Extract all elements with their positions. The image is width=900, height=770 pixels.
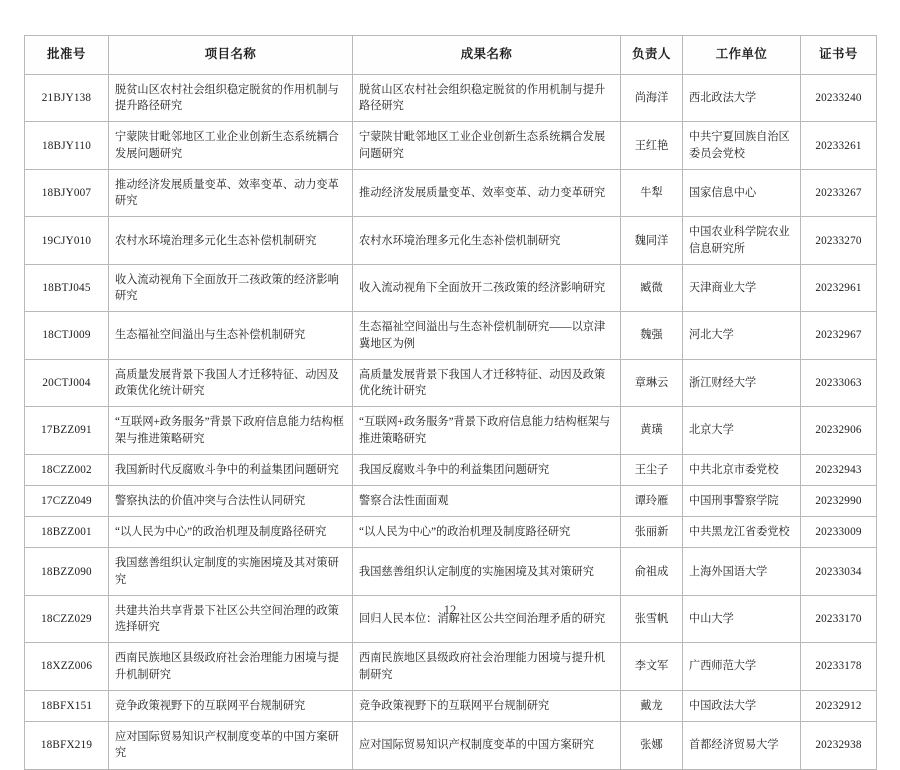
cell-certificate-number: 20232912 [801,690,877,721]
cell-work-unit: 中国农业科学院农业信息研究所 [683,217,801,264]
cell-project-name: 我国慈善组织认定制度的实施困境及其对策研究 [109,548,353,595]
cell-result-name: 收入流动视角下全面放开二孩政策的经济影响研究 [353,264,621,311]
cell-leader: 章琳云 [621,359,683,406]
table-row [25,407,877,454]
cell-work-unit: 浙江财经大学 [683,359,801,406]
cell-leader: 魏同洋 [621,217,683,264]
cell-certificate-number: 20232961 [801,264,877,311]
cell-result-name: 生态福祉空间溢出与生态补偿机制研究——以京津冀地区为例 [353,312,621,359]
cell-work-unit: 广西师范大学 [683,643,801,690]
cell-project-name: 应对国际贸易知识产权制度变革的中国方案研究 [109,722,353,769]
cell-approval-number: 19CJY010 [25,217,109,264]
cell-work-unit: 中共宁夏回族自治区委员会党校 [683,122,801,169]
cell-approval-number: 18CZZ029 [25,595,109,642]
cell-work-unit: 天津商业大学 [683,264,801,311]
cell-work-unit: 中共黑龙江省委党校 [683,517,801,548]
table-body [25,74,877,769]
cell-certificate-number: 20232943 [801,454,877,485]
table-header-row [25,36,877,75]
table-row [25,454,877,485]
cell-certificate-number: 20233063 [801,359,877,406]
cell-project-name: 我国新时代反腐败斗争中的利益集团问题研究 [109,454,353,485]
cell-approval-number: 18BJY110 [25,122,109,169]
cell-project-name: 高质量发展背景下我国人才迁移特征、动因及政策优化统计研究 [109,359,353,406]
page-number: 12 [443,603,457,617]
cell-leader: 黄璜 [621,407,683,454]
cell-project-name: 警察执法的价值冲突与合法性认同研究 [109,485,353,516]
cell-result-name: 回归人民本位：消解社区公共空间治理矛盾的研究 [353,595,621,642]
cell-approval-number: 18CTJ009 [25,312,109,359]
cell-result-name: 应对国际贸易知识产权制度变革的中国方案研究 [353,722,621,769]
cell-leader: 魏强 [621,312,683,359]
column-header-certificate-number: 证书号 [801,36,877,75]
cell-certificate-number: 20233270 [801,217,877,264]
cell-approval-number: 18BTJ045 [25,264,109,311]
cell-work-unit: 中国政法大学 [683,690,801,721]
table-row [25,359,877,406]
column-header-work-unit: 工作单位 [683,36,801,75]
cell-certificate-number: 20233240 [801,74,877,121]
cell-approval-number: 18CZZ002 [25,454,109,485]
cell-leader: 王红艳 [621,122,683,169]
cell-work-unit: 中共北京市委党校 [683,454,801,485]
column-header-leader: 负责人 [621,36,683,75]
cell-approval-number: 17CZZ049 [25,485,109,516]
cell-result-name: 竞争政策视野下的互联网平台规制研究 [353,690,621,721]
table-row [25,690,877,721]
cell-project-name: 竞争政策视野下的互联网平台规制研究 [109,690,353,721]
cell-work-unit: 西北政法大学 [683,74,801,121]
cell-leader: 牛犁 [621,169,683,216]
cell-result-name: “互联网+政务服务”背景下政府信息能力结构框架与推进策略研究 [353,407,621,454]
table-row [25,312,877,359]
cell-project-name: “互联网+政务服务”背景下政府信息能力结构框架与推进策略研究 [109,407,353,454]
cell-result-name: 我国反腐败斗争中的利益集团问题研究 [353,454,621,485]
cell-work-unit: 河北大学 [683,312,801,359]
cell-result-name: 警察合法性面面观 [353,485,621,516]
cell-approval-number: 18XZZ006 [25,643,109,690]
cell-certificate-number: 20233034 [801,548,877,595]
column-header-project-name: 项目名称 [109,36,353,75]
cell-leader: 尚海洋 [621,74,683,121]
cell-approval-number: 21BJY138 [25,74,109,121]
cell-leader: 李文军 [621,643,683,690]
cell-approval-number: 18BFX219 [25,722,109,769]
cell-leader: 张娜 [621,722,683,769]
cell-approval-number: 18BZZ090 [25,548,109,595]
grant-results-table [24,35,877,770]
cell-result-name: 我国慈善组织认定制度的实施困境及其对策研究 [353,548,621,595]
cell-project-name: 共建共治共享背景下社区公共空间治理的政策选择研究 [109,595,353,642]
cell-leader: 谭玲雁 [621,485,683,516]
table-row [25,74,877,121]
cell-result-name: 农村水环境治理多元化生态补偿机制研究 [353,217,621,264]
cell-result-name: 推动经济发展质量变革、效率变革、动力变革研究 [353,169,621,216]
cell-certificate-number: 20233170 [801,595,877,642]
cell-project-name: 农村水环境治理多元化生态补偿机制研究 [109,217,353,264]
cell-leader: 张丽新 [621,517,683,548]
cell-work-unit: 中国刑事警察学院 [683,485,801,516]
cell-work-unit: 中山大学 [683,595,801,642]
cell-project-name: 收入流动视角下全面放开二孩政策的经济影响研究 [109,264,353,311]
cell-project-name: 西南民族地区县级政府社会治理能力困境与提升机制研究 [109,643,353,690]
cell-certificate-number: 20232938 [801,722,877,769]
table-row [25,548,877,595]
table-header [25,36,877,75]
cell-certificate-number: 20232990 [801,485,877,516]
cell-project-name: 宁蒙陕甘毗邻地区工业企业创新生态系统耦合发展问题研究 [109,122,353,169]
cell-work-unit: 首都经济贸易大学 [683,722,801,769]
column-header-result-name: 成果名称 [353,36,621,75]
table-row [25,643,877,690]
cell-certificate-number: 20233009 [801,517,877,548]
cell-certificate-number: 20233261 [801,122,877,169]
cell-result-name: “以人民为中心”的政治机理及制度路径研究 [353,517,621,548]
cell-approval-number: 18BFX151 [25,690,109,721]
cell-project-name: 生态福祉空间溢出与生态补偿机制研究 [109,312,353,359]
cell-approval-number: 18BZZ001 [25,517,109,548]
cell-certificate-number: 20232906 [801,407,877,454]
cell-leader: 俞祖成 [621,548,683,595]
cell-result-name: 西南民族地区县级政府社会治理能力困境与提升机制研究 [353,643,621,690]
table-row [25,264,877,311]
cell-work-unit: 北京大学 [683,407,801,454]
cell-certificate-number: 20233178 [801,643,877,690]
table-row [25,122,877,169]
cell-leader: 王尘子 [621,454,683,485]
cell-work-unit: 上海外国语大学 [683,548,801,595]
results-table-container [24,35,876,770]
column-header-approval-number: 批准号 [25,36,109,75]
cell-approval-number: 17BZZ091 [25,407,109,454]
cell-result-name: 宁蒙陕甘毗邻地区工业企业创新生态系统耦合发展问题研究 [353,122,621,169]
table-row [25,485,877,516]
cell-leader: 张雪帆 [621,595,683,642]
cell-leader: 戴龙 [621,690,683,721]
cell-project-name: “以人民为中心”的政治机理及制度路径研究 [109,517,353,548]
cell-approval-number: 18BJY007 [25,169,109,216]
cell-approval-number: 20CTJ004 [25,359,109,406]
cell-project-name: 推动经济发展质量变革、效率变革、动力变革研究 [109,169,353,216]
cell-result-name: 高质量发展背景下我国人才迁移特征、动因及政策优化统计研究 [353,359,621,406]
table-row [25,169,877,216]
cell-leader: 臧微 [621,264,683,311]
cell-certificate-number: 20233267 [801,169,877,216]
table-row [25,722,877,769]
cell-certificate-number: 20232967 [801,312,877,359]
cell-project-name: 脱贫山区农村社会组织稳定脱贫的作用机制与提升路径研究 [109,74,353,121]
cell-result-name: 脱贫山区农村社会组织稳定脱贫的作用机制与提升路径研究 [353,74,621,121]
table-row [25,517,877,548]
table-row [25,217,877,264]
cell-work-unit: 国家信息中心 [683,169,801,216]
